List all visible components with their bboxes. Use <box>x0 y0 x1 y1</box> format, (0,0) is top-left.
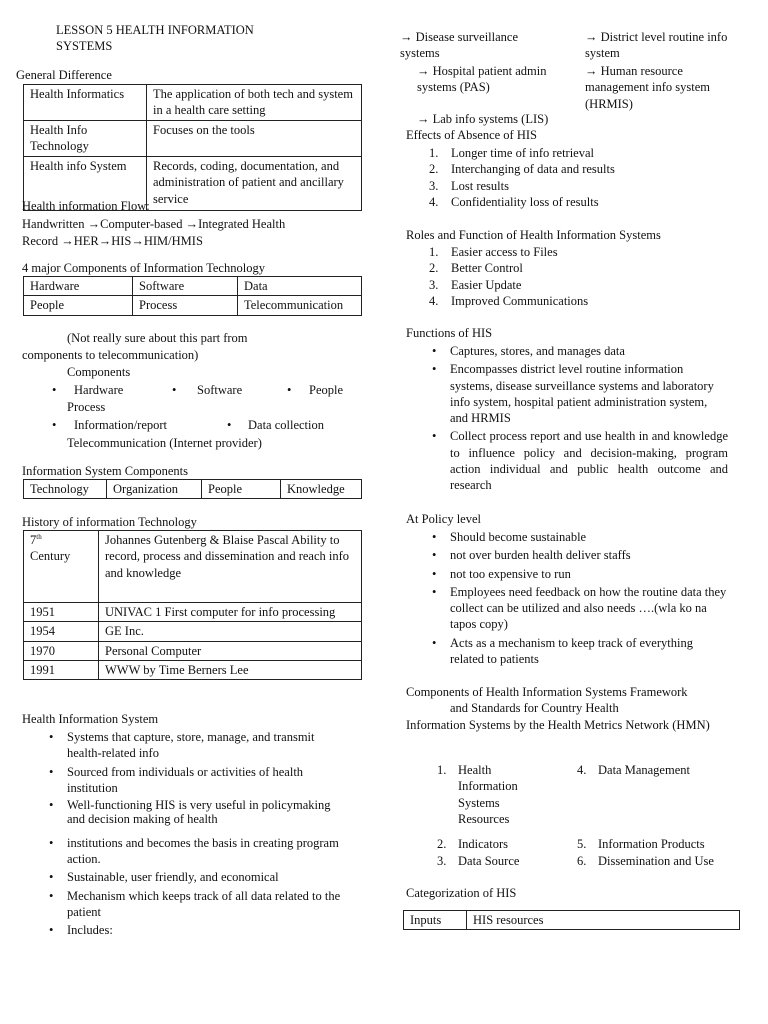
general-difference-heading: General Difference <box>16 68 112 82</box>
arrow-hospital-pas: → Hospital patient admin systems (PAS) <box>417 64 547 95</box>
list-item: • Acts as a mechanism to keep track of everything related to patients <box>428 635 728 668</box>
framework-line-3: Information Systems by the Health Metrics Network (HMN) <box>406 718 710 732</box>
table-cell: Process <box>133 296 238 315</box>
his-list <box>45 729 345 938</box>
table-cell: Technology <box>24 480 107 499</box>
table-cell: HIS resources <box>467 911 740 930</box>
list-item: • Should become sustainable <box>428 529 728 545</box>
history-heading: History of information Technology <box>22 515 197 529</box>
effects-heading: Effects of Absence of HIS <box>406 128 537 142</box>
table-cell: 1954 <box>24 622 99 641</box>
lesson-title: LESSON 5 HEALTH INFORMATION SYSTEMS <box>56 23 254 54</box>
table-cell: Health Info Technology <box>24 121 147 157</box>
list-item: People <box>309 383 344 397</box>
list-item: 1. Longer time of info retrieval <box>429 146 594 160</box>
table-cell: Health Informatics <box>24 85 147 121</box>
note-line-2: components to telecommunication) <box>22 348 199 362</box>
table-cell: WWW by Time Berners Lee <box>99 660 362 679</box>
table-cell: GE Inc. <box>99 622 362 641</box>
list-item: 3. Easier Update <box>429 277 522 292</box>
categorization-table <box>403 910 740 930</box>
policy-heading: At Policy level <box>406 512 481 526</box>
roles-heading: Roles and Function of Health Information Systems <box>406 228 661 242</box>
table-cell: Knowledge <box>281 480 362 499</box>
arrow-disease-surveillance: → Disease surveillance systems <box>400 30 519 61</box>
functions-heading: Functions of HIS <box>406 326 493 340</box>
roles-list <box>407 244 737 309</box>
table-cell: Records, coding, documentation, and administration of patient and ancillary service <box>147 157 362 211</box>
list-item: Hardware <box>74 383 124 397</box>
arrow-district-level: → District level routine info system <box>585 30 728 61</box>
list-item: 1. Easier access to Files <box>429 245 558 259</box>
list-item: • Includes: <box>45 922 345 938</box>
framework-line-2: and Standards for Country Health <box>450 701 619 715</box>
table-cell: 1970 <box>24 641 99 660</box>
arrow-hrmis: → Human resource management info system (HRMIS) <box>585 64 710 111</box>
list-item: 4. Confidentiality loss of results <box>429 194 599 209</box>
table-cell: Hardware <box>24 277 133 296</box>
flow-line-1: Handwritten →Computer-based →Integrated Health <box>22 217 286 231</box>
list-item: 2. Interchanging of data and results <box>429 162 615 177</box>
list-item: • Sourced from individuals or activities of health institution <box>45 764 345 797</box>
policy-list <box>428 529 728 667</box>
list-item: • Collect process report and use health in and knowledge to influence policy and decision-making, program action individual and public health outcome and research <box>428 428 728 493</box>
list-item: • Encompasses district level routine information systems, disease surveillance systems and laboratory info system, hospital patient administration system, and HRMIS <box>428 361 728 426</box>
is-components-heading: Information System Components <box>22 464 188 478</box>
table-cell: UNIVAC 1 First computer for info processing <box>99 603 362 622</box>
list-item: • Well-functioning HIS is very useful in policymaking and decision making of health <box>45 798 345 827</box>
note-line-1: (Not really sure about this part from <box>67 331 248 345</box>
table-cell: Telecommunication <box>238 296 362 315</box>
table-cell: Health info System <box>24 157 147 211</box>
table-cell: People <box>202 480 281 499</box>
his-heading: Health Information System <box>22 712 159 726</box>
framework-line-1: Components of Health Information Systems Framework <box>406 685 688 699</box>
table-cell: People <box>24 296 133 315</box>
list-item: • institutions and becomes the basis in creating program action. <box>45 835 345 868</box>
general-difference-table <box>23 84 362 211</box>
table-cell: Organization <box>107 480 202 499</box>
table-cell: Focuses on the tools <box>147 121 362 157</box>
flow-heading: Health information Flow: <box>22 199 150 213</box>
arrow-lab-info: → Lab info systems (LIS) <box>417 112 549 126</box>
history-table <box>23 530 362 680</box>
table-cell: Data <box>238 277 362 296</box>
list-item: Software <box>197 383 243 397</box>
categorization-heading: Categorization of HIS <box>406 886 517 900</box>
table-cell: Software <box>133 277 238 296</box>
four-components-table <box>23 276 362 316</box>
table-cell: Personal Computer <box>99 641 362 660</box>
list-item: 4. Improved Communications <box>429 293 589 308</box>
effects-list <box>407 145 737 210</box>
flow-line-2: Record →HER→HIS→HIM/HMIS <box>22 234 203 248</box>
process-label: Process <box>67 400 106 414</box>
table-cell: 1951 <box>24 603 99 622</box>
list-item: • Sustainable, user friendly, and economical <box>45 869 345 885</box>
list-item: 3. Lost results <box>429 178 509 193</box>
list-item: • Captures, stores, and manages data <box>428 343 728 359</box>
list-item: • Employees need feedback on how the routine data they collect can be utilized and also needs ….(wla ko na tapos copy) <box>428 584 728 633</box>
is-components-table <box>23 479 362 499</box>
list-item: • not too expensive to run <box>428 566 728 582</box>
list-item: Information/report <box>74 418 168 432</box>
components-label: Components <box>67 365 131 379</box>
list-item: • not over burden health deliver staffs <box>428 547 728 563</box>
table-cell: Johannes Gutenberg & Blaise Pascal Ability to record, process and dissemination and reach info and knowledge <box>99 531 362 603</box>
table-cell: 1991 <box>24 660 99 679</box>
four-components-heading: 4 major Components of Information Technology <box>22 261 265 275</box>
functions-list <box>428 343 728 493</box>
table-cell: 7th Century <box>24 531 99 603</box>
list-item: Data collection <box>248 418 325 432</box>
list-item: • Systems that capture, store, manage, and transmit health-related info <box>45 729 345 762</box>
list-item: 2. Better Control <box>429 261 523 276</box>
table-cell: Inputs <box>404 911 467 930</box>
telecom-label: Telecommunication (Internet provider) <box>67 436 262 450</box>
list-item: • Mechanism which keeps track of all data related to the patient <box>45 888 345 921</box>
table-cell: The application of both tech and system in a health care setting <box>147 85 362 121</box>
